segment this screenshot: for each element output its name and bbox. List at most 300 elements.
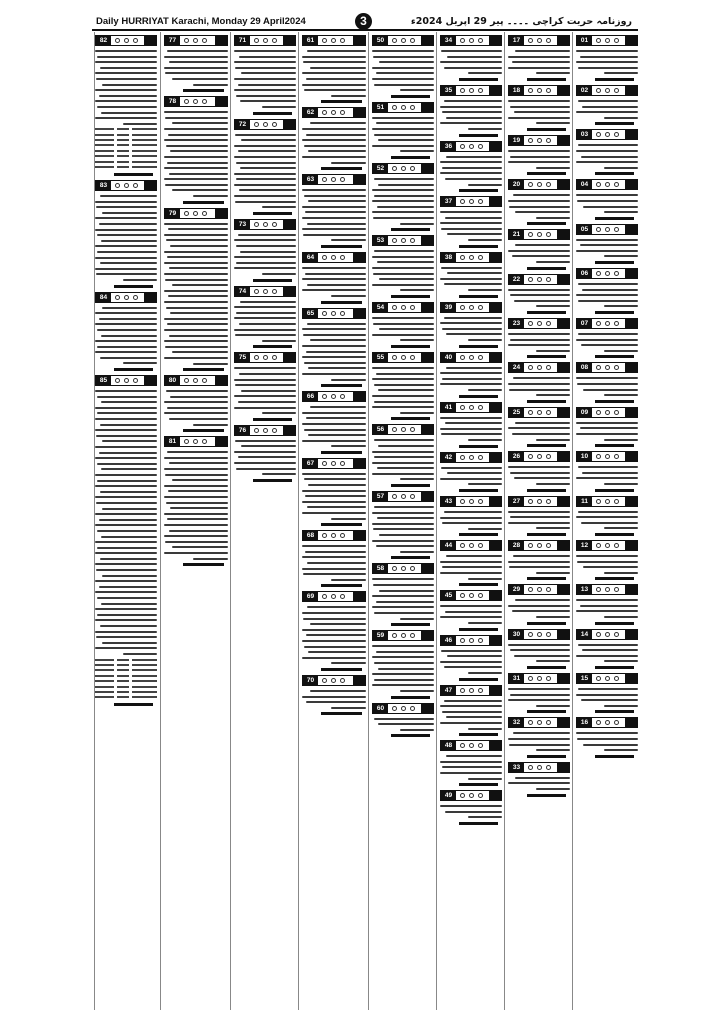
question-number: 52 xyxy=(373,164,388,173)
answer-line xyxy=(114,173,153,176)
table-cell xyxy=(117,161,129,163)
dot-icon xyxy=(546,365,551,370)
text-line xyxy=(95,474,157,476)
text-line xyxy=(101,401,157,403)
text-line xyxy=(302,217,366,219)
text-line xyxy=(576,294,638,296)
table-cell xyxy=(95,675,114,677)
text-line xyxy=(468,622,502,624)
dot-icon xyxy=(410,166,415,171)
text-line xyxy=(372,128,434,130)
text-line xyxy=(576,377,638,379)
text-line xyxy=(123,362,157,364)
rating-dots xyxy=(456,499,489,504)
answer-line xyxy=(527,577,566,580)
question-header xyxy=(164,208,228,219)
dot-icon xyxy=(401,706,406,711)
column-6 xyxy=(436,32,505,1010)
dot-icon xyxy=(546,720,551,725)
text-line xyxy=(303,573,366,575)
text-line xyxy=(168,134,228,136)
text-line xyxy=(308,150,366,152)
text-line xyxy=(374,506,434,508)
text-line xyxy=(235,201,296,203)
dot-icon xyxy=(115,183,120,188)
dot-icon xyxy=(272,222,277,227)
text-line xyxy=(440,561,502,563)
answer-line xyxy=(253,345,292,348)
rating-dots xyxy=(250,38,283,43)
text-line xyxy=(440,383,502,385)
question-number: 77 xyxy=(165,36,180,45)
table-row xyxy=(95,675,157,677)
answer-line xyxy=(183,201,224,204)
text-line xyxy=(164,496,228,498)
dot-icon xyxy=(546,321,551,326)
question-header-end xyxy=(353,108,365,117)
text-line xyxy=(164,156,228,158)
dot-icon xyxy=(528,232,533,237)
text-line xyxy=(234,407,296,409)
question-header-end xyxy=(557,452,569,461)
rating-dots xyxy=(592,321,625,326)
question-number: 46 xyxy=(441,636,456,645)
text-line xyxy=(604,167,638,169)
text-line xyxy=(578,688,638,690)
dot-icon xyxy=(133,295,138,300)
dot-icon xyxy=(392,105,397,110)
text-line xyxy=(302,423,366,425)
dot-icon xyxy=(410,355,415,360)
dot-icon xyxy=(596,227,601,232)
answer-line xyxy=(527,710,566,713)
text-line xyxy=(580,244,638,246)
text-line xyxy=(302,72,366,74)
text-line xyxy=(308,484,366,486)
text-line xyxy=(262,273,296,275)
rating-dots xyxy=(524,454,557,459)
text-line xyxy=(164,178,228,180)
question-header-end xyxy=(557,630,569,639)
question-header-end xyxy=(489,453,501,462)
column-2 xyxy=(160,32,231,1010)
rating-dots xyxy=(592,676,625,681)
text-line xyxy=(604,72,638,74)
text-line xyxy=(123,123,157,125)
text-line xyxy=(262,340,296,342)
dot-icon xyxy=(340,394,345,399)
text-line xyxy=(167,162,228,164)
text-line xyxy=(99,95,157,97)
question-number: 50 xyxy=(373,36,388,45)
text-line xyxy=(578,466,638,468)
text-line xyxy=(302,501,366,503)
text-line xyxy=(302,545,366,547)
question-number: 24 xyxy=(509,363,524,372)
dot-icon xyxy=(263,122,268,127)
rating-dots xyxy=(388,566,421,571)
text-line xyxy=(101,335,157,337)
question-header-end xyxy=(489,791,501,800)
text-line xyxy=(536,527,570,529)
text-line xyxy=(193,558,228,560)
dot-icon xyxy=(605,38,610,43)
text-line xyxy=(604,660,638,662)
text-line xyxy=(508,67,570,69)
question-header xyxy=(508,135,570,146)
dot-icon xyxy=(401,633,406,638)
masthead-urdu-dateline: روزنامہ حریت کراچی ۔۔۔۔ پیر 29 اپریل 2024ء xyxy=(410,16,632,27)
dot-icon xyxy=(537,499,542,504)
question-number: 55 xyxy=(373,353,388,362)
rating-dots xyxy=(250,122,283,127)
question-header xyxy=(508,584,570,595)
answer-line xyxy=(595,311,634,314)
dot-icon xyxy=(460,455,465,460)
text-line xyxy=(95,418,157,420)
text-line xyxy=(302,440,366,442)
text-line xyxy=(440,106,502,108)
text-line xyxy=(583,744,638,746)
text-line xyxy=(234,367,296,369)
dot-icon xyxy=(401,238,406,243)
text-line xyxy=(164,318,228,320)
question-header-end xyxy=(625,363,637,372)
text-line xyxy=(445,811,502,813)
dot-icon xyxy=(193,378,198,383)
text-line xyxy=(578,333,638,335)
text-line xyxy=(372,451,434,453)
rating-dots xyxy=(318,255,353,260)
text-line xyxy=(440,605,502,607)
text-line xyxy=(235,134,296,136)
answer-line xyxy=(459,295,498,298)
text-line xyxy=(308,367,366,369)
question-number: 83 xyxy=(96,181,111,190)
dot-icon xyxy=(460,405,465,410)
question-header xyxy=(372,302,434,313)
text-line xyxy=(238,456,296,458)
text-line xyxy=(372,211,434,213)
rating-dots xyxy=(180,99,215,104)
question-number: 17 xyxy=(509,36,524,45)
text-line xyxy=(165,474,228,476)
answer-line xyxy=(253,479,292,482)
text-line xyxy=(604,211,638,213)
text-line xyxy=(102,508,157,510)
text-line xyxy=(536,660,570,662)
rating-dots xyxy=(250,355,283,360)
text-line xyxy=(236,312,296,314)
dot-icon xyxy=(537,454,542,459)
text-line xyxy=(95,89,157,91)
dot-icon xyxy=(596,587,601,592)
text-line xyxy=(167,407,228,409)
question-header-end xyxy=(625,86,637,95)
text-line xyxy=(536,122,570,124)
table-cell xyxy=(117,686,129,688)
text-line xyxy=(468,439,502,441)
text-line xyxy=(577,200,638,202)
dot-icon xyxy=(410,566,415,571)
text-line xyxy=(99,452,157,454)
table-row xyxy=(95,161,157,163)
text-line xyxy=(234,451,296,453)
text-line xyxy=(234,78,296,80)
question-number: 37 xyxy=(441,197,456,206)
text-line xyxy=(262,106,296,108)
answer-line xyxy=(321,712,362,715)
text-line xyxy=(100,67,157,69)
question-header xyxy=(576,85,638,96)
dot-icon xyxy=(469,199,474,204)
text-line xyxy=(576,150,638,152)
text-line xyxy=(95,608,157,610)
question-header-end xyxy=(353,392,365,401)
text-line xyxy=(240,167,296,169)
text-line xyxy=(95,407,157,409)
text-line xyxy=(576,610,638,612)
question-header xyxy=(302,591,366,602)
text-line xyxy=(444,700,502,702)
text-line xyxy=(95,229,157,231)
table-row xyxy=(95,155,157,157)
text-line xyxy=(238,401,296,403)
text-line xyxy=(604,255,638,257)
text-line xyxy=(170,150,228,152)
rating-dots xyxy=(456,593,489,598)
text-line xyxy=(234,379,296,381)
question-header-end xyxy=(557,36,569,45)
text-line xyxy=(304,89,366,91)
text-line xyxy=(167,451,228,453)
dot-icon xyxy=(133,38,138,43)
text-line xyxy=(604,572,638,574)
question-number: 29 xyxy=(509,585,524,594)
dot-icon xyxy=(124,38,129,43)
answer-line xyxy=(459,345,498,348)
text-line xyxy=(164,485,228,487)
rating-dots xyxy=(592,499,625,504)
text-line xyxy=(262,473,296,475)
table-row xyxy=(95,669,157,671)
question-header xyxy=(302,391,366,402)
table-cell xyxy=(117,144,129,146)
dot-icon xyxy=(133,183,138,188)
text-line xyxy=(379,590,434,592)
question-header-end xyxy=(283,120,295,129)
text-line xyxy=(536,572,570,574)
table-cell xyxy=(95,686,114,688)
text-line xyxy=(97,597,157,599)
text-line xyxy=(240,301,296,303)
dot-icon xyxy=(392,238,397,243)
text-line xyxy=(302,139,366,141)
text-line xyxy=(374,612,434,614)
dot-icon xyxy=(614,499,619,504)
question-number: 41 xyxy=(441,403,456,412)
text-line xyxy=(234,50,296,52)
question-number: 10 xyxy=(577,452,592,461)
text-line xyxy=(515,777,570,779)
text-line xyxy=(167,323,228,325)
text-line xyxy=(95,100,157,102)
rating-dots xyxy=(388,166,421,171)
text-line xyxy=(169,462,228,464)
text-line xyxy=(302,568,366,570)
question-header-end xyxy=(625,674,637,683)
text-line xyxy=(509,206,570,208)
dot-icon xyxy=(528,587,533,592)
rating-dots xyxy=(524,277,557,282)
text-line xyxy=(302,267,366,269)
dot-icon xyxy=(322,678,327,683)
text-line xyxy=(514,477,570,479)
text-line xyxy=(168,490,228,492)
dot-icon xyxy=(546,587,551,592)
question-header-end xyxy=(557,763,569,772)
text-line xyxy=(238,234,296,236)
question-header xyxy=(508,318,570,329)
text-line xyxy=(331,445,366,447)
text-line xyxy=(302,206,366,208)
text-line xyxy=(442,378,502,380)
dot-icon xyxy=(605,132,610,137)
rating-dots xyxy=(250,428,283,433)
dot-icon xyxy=(410,105,415,110)
answer-line xyxy=(391,156,430,159)
question-number: 14 xyxy=(577,630,592,639)
question-number: 66 xyxy=(303,392,318,401)
text-line xyxy=(468,289,502,291)
text-line xyxy=(440,722,502,724)
dot-icon xyxy=(115,295,120,300)
question-header-end xyxy=(421,236,433,245)
dot-icon xyxy=(596,499,601,504)
text-line xyxy=(302,84,366,86)
question-header-end xyxy=(625,541,637,550)
text-line xyxy=(100,357,157,359)
text-line xyxy=(441,650,502,652)
question-number: 13 xyxy=(577,585,592,594)
text-line xyxy=(96,435,157,437)
text-line xyxy=(372,189,434,191)
question-header-end xyxy=(283,220,295,229)
text-line xyxy=(446,117,502,119)
text-line xyxy=(373,528,434,530)
question-header-end xyxy=(625,630,637,639)
text-line xyxy=(468,339,502,341)
text-line xyxy=(446,555,502,557)
text-line xyxy=(331,95,366,97)
text-line xyxy=(442,167,502,169)
question-header xyxy=(576,584,638,595)
text-line xyxy=(97,530,157,532)
dot-icon xyxy=(546,676,551,681)
text-line xyxy=(373,584,434,586)
text-line xyxy=(96,206,157,208)
dot-icon xyxy=(392,633,397,638)
answer-line xyxy=(595,489,634,492)
question-header-end xyxy=(625,269,637,278)
question-header-end xyxy=(353,175,365,184)
question-header-end xyxy=(489,197,501,206)
text-line xyxy=(468,128,502,130)
text-line xyxy=(165,117,228,119)
question-header-end xyxy=(421,353,433,362)
text-line xyxy=(302,373,366,375)
text-line xyxy=(99,318,157,320)
dot-icon xyxy=(340,38,345,43)
text-line xyxy=(95,351,157,353)
text-line xyxy=(508,427,570,429)
question-number: 84 xyxy=(96,293,111,302)
text-line xyxy=(510,294,570,296)
text-line xyxy=(468,184,502,186)
dot-icon xyxy=(401,166,406,171)
dot-icon xyxy=(263,355,268,360)
dot-icon xyxy=(460,793,465,798)
rating-dots xyxy=(524,138,557,143)
text-line xyxy=(234,89,296,91)
text-line xyxy=(193,363,228,365)
dot-icon xyxy=(202,439,207,444)
table-row xyxy=(95,659,157,661)
text-line xyxy=(578,144,638,146)
dot-icon xyxy=(124,378,129,383)
text-line xyxy=(102,642,157,644)
text-line xyxy=(576,250,638,252)
text-line xyxy=(236,468,296,470)
question-header xyxy=(372,703,434,714)
question-number: 78 xyxy=(165,97,180,106)
question-number: 80 xyxy=(165,376,180,385)
text-line xyxy=(95,117,157,119)
text-line xyxy=(164,273,228,275)
table-cell xyxy=(117,166,129,168)
text-line xyxy=(164,56,228,58)
dot-icon xyxy=(331,461,336,466)
rating-dots xyxy=(592,227,625,232)
text-line xyxy=(102,575,157,577)
rating-dots xyxy=(318,177,353,182)
rating-dots xyxy=(524,587,557,592)
dot-icon xyxy=(605,182,610,187)
text-line xyxy=(164,468,228,470)
question-header xyxy=(95,180,157,191)
dot-icon xyxy=(410,427,415,432)
dot-icon xyxy=(596,543,601,548)
dot-icon xyxy=(546,499,551,504)
dot-icon xyxy=(193,211,198,216)
question-number: 85 xyxy=(96,376,111,385)
rating-dots xyxy=(592,587,625,592)
question-header xyxy=(95,292,157,303)
text-line xyxy=(97,412,157,414)
dot-icon xyxy=(469,144,474,149)
text-line xyxy=(172,78,228,80)
text-line xyxy=(100,262,157,264)
question-number: 22 xyxy=(509,275,524,284)
text-line xyxy=(302,473,366,475)
text-line xyxy=(164,412,228,414)
question-header xyxy=(372,424,434,435)
question-header xyxy=(508,229,570,240)
dot-icon xyxy=(331,311,336,316)
text-line xyxy=(96,636,157,638)
rating-dots xyxy=(318,394,353,399)
question-header-end xyxy=(557,585,569,594)
